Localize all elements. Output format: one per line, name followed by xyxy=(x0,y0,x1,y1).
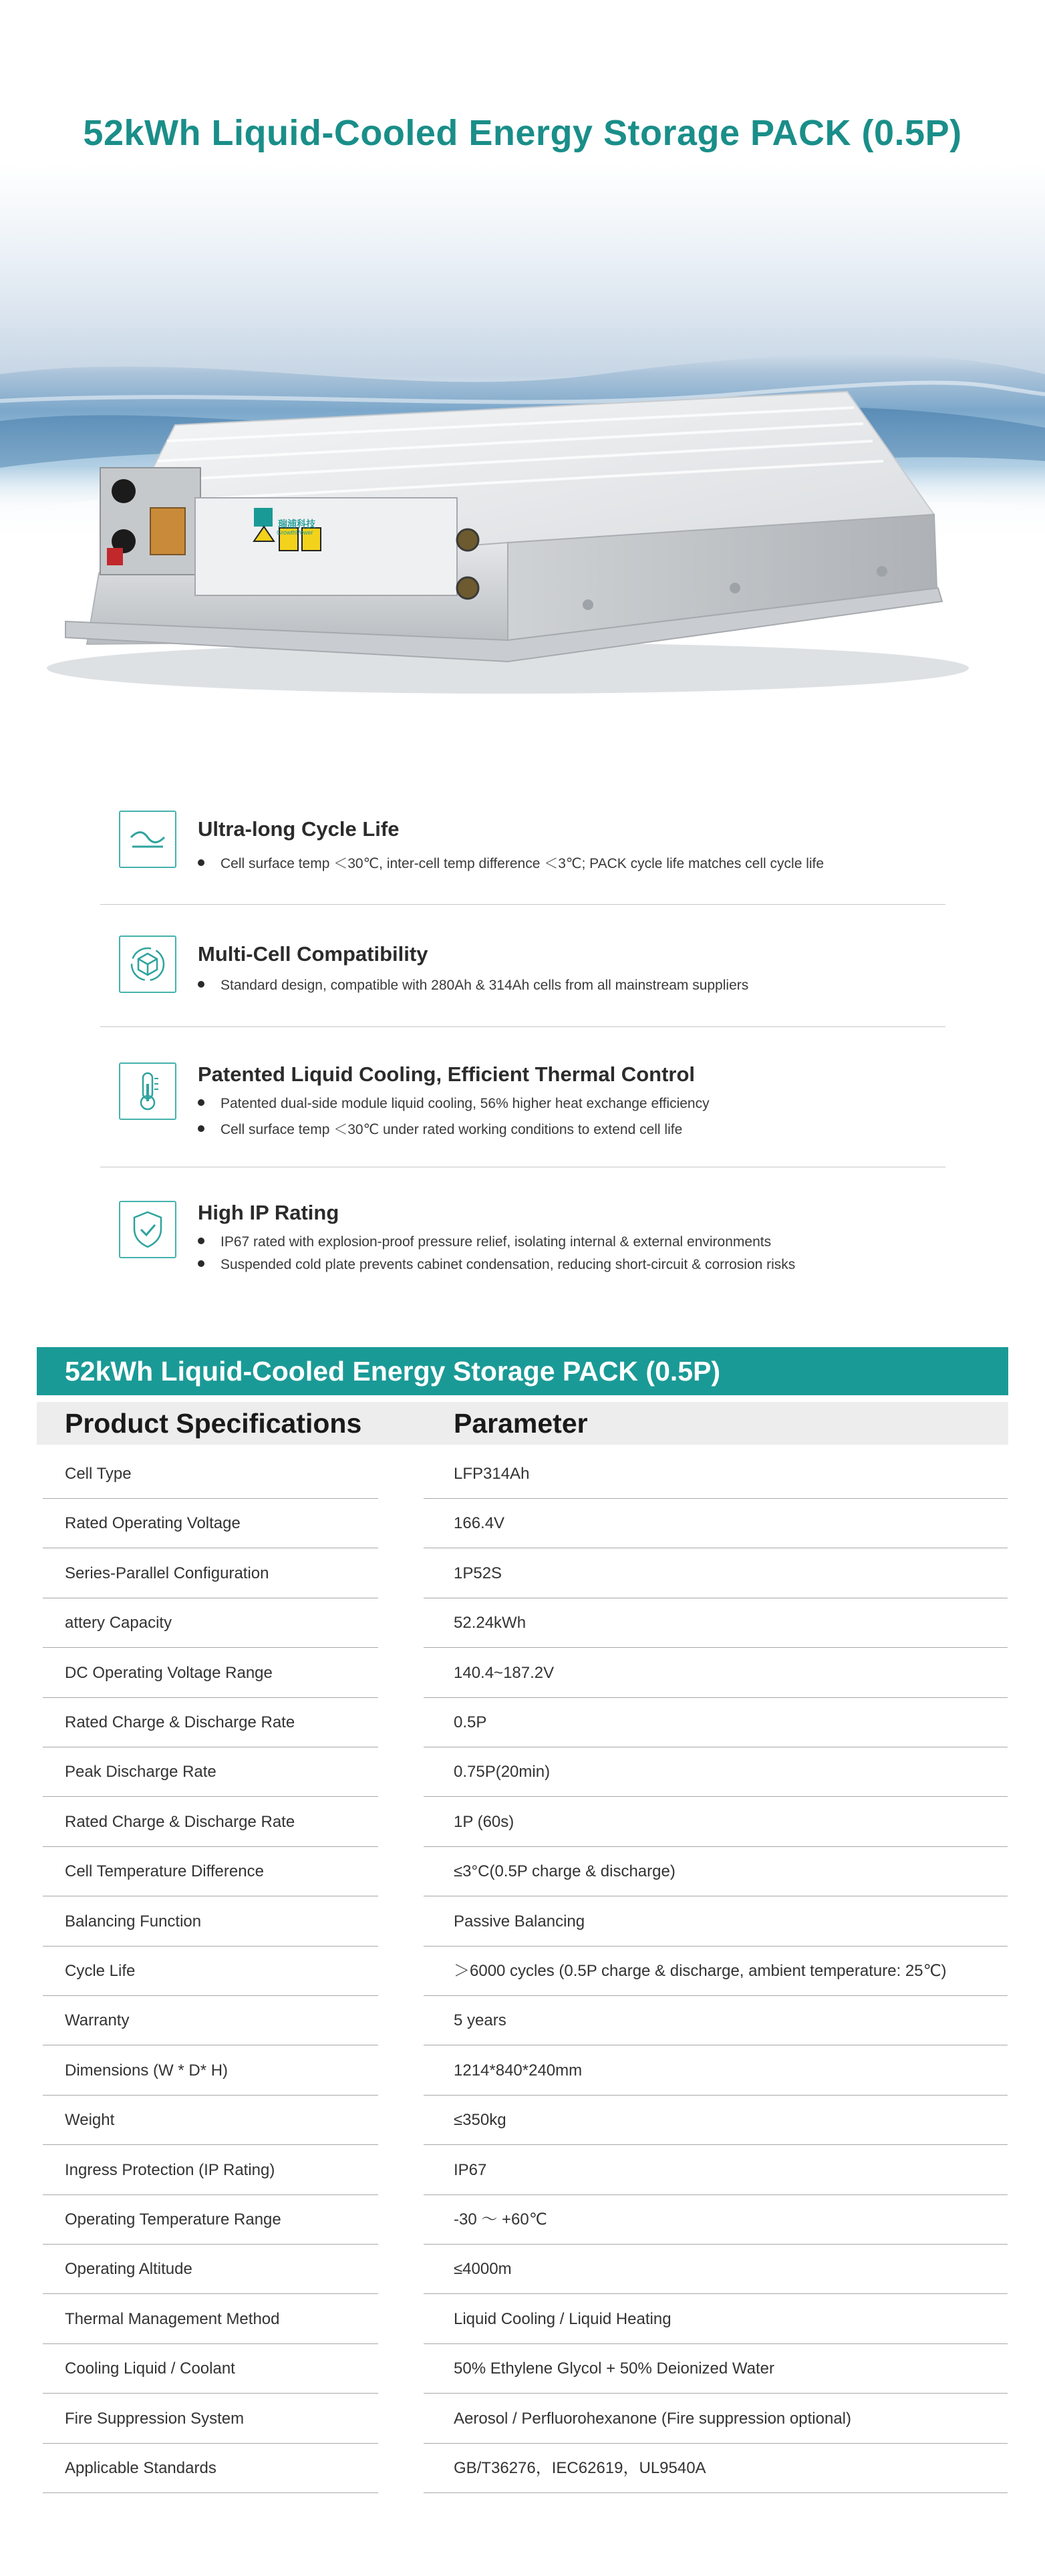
table-row xyxy=(0,1996,1045,2045)
spec-value: ≤3°C(0.5P charge & discharge) xyxy=(454,1862,676,1881)
spec-name: Cycle Life xyxy=(65,1962,136,1980)
table-row xyxy=(0,1847,1045,1896)
spec-name: Fire Suppression System xyxy=(65,2409,245,2428)
thermometer-icon xyxy=(119,1062,176,1120)
hero-banner xyxy=(0,0,1045,748)
table-row xyxy=(0,1897,1045,1947)
header-param: Parameter xyxy=(454,1408,588,1439)
hero-title: 52kWh Liquid-Cooled Energy Storage PACK (0.5P) xyxy=(83,113,962,153)
spec-name: Cooling Liquid / Coolant xyxy=(65,2359,235,2378)
divider xyxy=(100,904,945,905)
table-row xyxy=(0,2146,1045,2195)
feature-bullet: Standard design, compatible with 280Ah & 314Ah cells from all mainstream suppliers xyxy=(198,978,748,994)
table-row xyxy=(0,1649,1045,1698)
feature-bullet: Patented dual-side module liquid cooling, 56% higher heat exchange efficiency xyxy=(198,1096,710,1112)
row-divider xyxy=(43,2492,378,2493)
spec-value: 1P52S xyxy=(454,1564,502,1582)
spec-value: IP67 xyxy=(454,2160,487,2179)
table-row xyxy=(0,2394,1045,2444)
feature-bullet: Cell surface temp ＜30℃, inter-cell temp difference ＜3℃; PACK cycle life matches cell cycle life xyxy=(198,853,824,873)
feature-cycle-life xyxy=(100,811,945,897)
spec-name: Applicable Standards xyxy=(65,2459,216,2477)
spec-value: 52.24kWh xyxy=(454,1614,527,1632)
table-row xyxy=(0,1449,1045,1499)
table-row xyxy=(0,1947,1045,1996)
feature-title: Ultra-long Cycle Life xyxy=(198,817,400,841)
table-row xyxy=(0,2245,1045,2294)
table-row xyxy=(0,1747,1045,1797)
feature-ip-rating xyxy=(100,1201,945,1301)
spec-value: 166.4V xyxy=(454,1514,505,1533)
table-row xyxy=(0,2344,1045,2394)
feature-bullet: Suspended cold plate prevents cabinet condensation, reducing short-circuit & corrosion risks xyxy=(198,1257,795,1273)
spec-value: Aerosol / Perfluorohexanone (Fire suppression optional) xyxy=(454,2409,851,2428)
spec-value: Liquid Cooling / Liquid Heating xyxy=(454,2309,671,2328)
spec-value: 0.75P(20min) xyxy=(454,1763,551,1781)
spec-value: 0.5P xyxy=(454,1713,487,1731)
spec-value: ≤350kg xyxy=(454,2111,506,2130)
spec-name: Cell Temperature Difference xyxy=(65,1862,264,1881)
logo-text-en: GrowthPower xyxy=(277,529,313,536)
table-row xyxy=(0,2096,1045,2145)
table-row xyxy=(0,2444,1045,2493)
spec-table-banner: 52kWh Liquid-Cooled Energy Storage PACK (0.5P) xyxy=(37,1347,1008,1395)
spec-value: 140.4~187.2V xyxy=(454,1663,555,1682)
spec-name: attery Capacity xyxy=(65,1614,172,1632)
table-row xyxy=(0,2195,1045,2245)
feature-liquid-cooling xyxy=(100,1062,945,1163)
spec-value: 1214*840*240mm xyxy=(454,2061,583,2080)
spec-name: Weight xyxy=(65,2111,115,2130)
spec-value: LFP314Ah xyxy=(454,1465,530,1483)
table-row xyxy=(0,1698,1045,1747)
spec-name: Warranty xyxy=(65,2011,130,2030)
wave-icon xyxy=(119,811,176,868)
shield-check-icon xyxy=(119,1201,176,1258)
spec-name: Thermal Management Method xyxy=(65,2309,280,2328)
spec-value: 5 years xyxy=(454,2011,506,2030)
divider xyxy=(100,1026,945,1027)
spec-value: Passive Balancing xyxy=(454,1912,585,1930)
feature-bullet: Cell surface temp ＜30℃ under rated working conditions to extend cell life xyxy=(198,1119,682,1139)
spec-name: Cell Type xyxy=(65,1465,132,1483)
spec-name: Balancing Function xyxy=(65,1912,202,1930)
spec-name: Series-Parallel Configuration xyxy=(65,1564,269,1582)
spec-name: Rated Operating Voltage xyxy=(65,1514,241,1533)
spec-name: Rated Charge & Discharge Rate xyxy=(65,1713,295,1731)
spec-name: Rated Charge & Discharge Rate xyxy=(65,1812,295,1831)
table-row xyxy=(0,1798,1045,1847)
spec-name: Dimensions (W * D* H) xyxy=(65,2061,229,2080)
spec-name: Operating Altitude xyxy=(65,2260,192,2279)
spec-name: Operating Temperature Range xyxy=(65,2210,281,2229)
spec-value: 50% Ethylene Glycol + 50% Deionized Water xyxy=(454,2359,775,2378)
table-row xyxy=(0,2046,1045,2096)
feature-multi-cell xyxy=(100,936,945,1022)
header-spec: Product Specifications xyxy=(65,1408,362,1439)
spec-value: -30 ～ +60℃ xyxy=(454,2210,547,2229)
logo-text-cn: 瑞浦科技 xyxy=(278,519,315,529)
feature-title: Multi-Cell Compatibility xyxy=(198,942,428,966)
spec-value: ＞6000 cycles (0.5P charge & discharge, ambient temperature: 25℃) xyxy=(454,1962,947,1980)
table-row xyxy=(0,1598,1045,1648)
spec-value: ≤4000m xyxy=(454,2260,512,2279)
feature-bullet: IP67 rated with explosion-proof pressure relief, isolating internal & external environments xyxy=(198,1234,771,1250)
spec-value: GB/T36276，IEC62619，UL9540A xyxy=(454,2459,706,2477)
spec-name: Ingress Protection (IP Rating) xyxy=(65,2160,275,2179)
feature-title: Patented Liquid Cooling, Efficient Thermal Control xyxy=(198,1062,695,1086)
feature-title: High IP Rating xyxy=(198,1201,339,1224)
spec-table-header xyxy=(37,1402,1008,1445)
spec-name: Peak Discharge Rate xyxy=(65,1763,216,1781)
row-divider xyxy=(424,2492,1008,2493)
spec-value: 1P (60s) xyxy=(454,1812,514,1831)
table-row xyxy=(0,1499,1045,1548)
spec-name: DC Operating Voltage Range xyxy=(65,1663,273,1682)
table-row xyxy=(0,1549,1045,1598)
table-row xyxy=(0,2295,1045,2344)
cube-icon xyxy=(119,936,176,993)
